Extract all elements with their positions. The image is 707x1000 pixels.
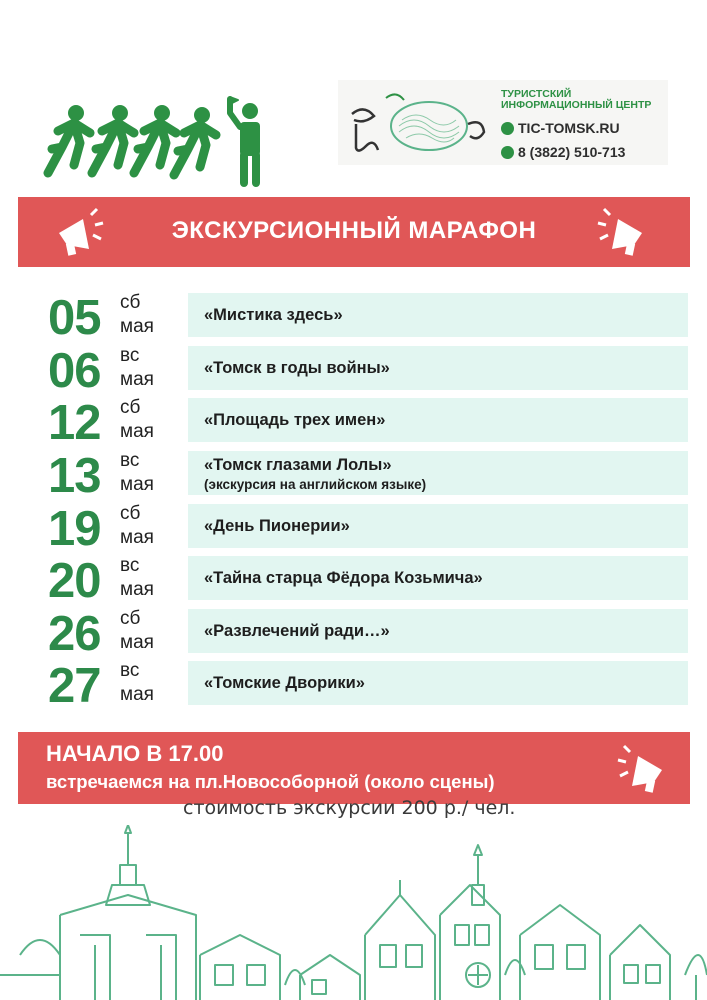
- website-link[interactable]: TIC-TOMSK.RU: [501, 120, 620, 136]
- weekday: сб: [120, 292, 141, 313]
- excursion-cell: [188, 451, 688, 495]
- schedule-row: [48, 451, 688, 501]
- guide-icon: [230, 97, 260, 183]
- weekday: сб: [120, 397, 141, 418]
- excursion-title: «Мистика здесь»: [204, 306, 343, 324]
- excursion-title: «Томск в годы войны»: [204, 359, 390, 377]
- excursion-cell: [188, 504, 688, 548]
- date-day: 20: [48, 554, 101, 608]
- start-time: НАЧАЛО В 17.00: [46, 741, 224, 766]
- month: мая: [120, 316, 154, 337]
- excursion-cell: [188, 609, 688, 653]
- excursion-cell: [188, 556, 688, 600]
- date-day: 06: [48, 344, 101, 398]
- month: мая: [120, 474, 154, 495]
- date-day: 12: [48, 396, 101, 450]
- excursion-title: «Томск глазами Лолы»: [204, 456, 392, 474]
- excursion-title: «Развлечений ради…»: [204, 622, 390, 640]
- weekday: вс: [120, 450, 140, 471]
- excursion-cost: стоимость экскурсии 200 р./ чел.: [183, 797, 516, 819]
- runner-icon: [92, 105, 134, 173]
- schedule-row: [48, 504, 688, 554]
- excursion-title: «Тайна старца Фёдора Козьмича»: [204, 569, 483, 587]
- month: мая: [120, 684, 154, 705]
- weekday: сб: [120, 503, 141, 524]
- runners-illustration: [40, 95, 280, 190]
- date-day: 05: [48, 291, 101, 345]
- schedule-row: [48, 609, 688, 659]
- meeting-place: встречаемся на пл.Новособорной (около сцены): [46, 771, 495, 792]
- weekday: вс: [120, 660, 140, 681]
- runner-icon: [48, 105, 90, 173]
- meeting-banner: [18, 732, 690, 804]
- logo-title: ТУРИСТСКИЙ ИНФОРМАЦИОННЫЙ ЦЕНТР: [501, 88, 652, 111]
- excursion-cell: [188, 398, 688, 442]
- month: мая: [120, 632, 154, 653]
- schedule-row: [48, 661, 688, 711]
- emerald-city-logo-icon: [344, 84, 494, 162]
- month: мая: [120, 579, 154, 600]
- schedule-row: [48, 346, 688, 396]
- excursion-cell: [188, 661, 688, 705]
- schedule-row: [48, 293, 688, 343]
- megaphone-icon: [588, 205, 648, 261]
- month: мая: [120, 369, 154, 390]
- runner-icon: [134, 105, 176, 173]
- date-day: 26: [48, 607, 101, 661]
- excursion-cell: [188, 346, 688, 390]
- tourist-center-logo: [338, 80, 668, 165]
- schedule-row: [48, 398, 688, 448]
- phone-icon: [501, 146, 514, 159]
- marathon-banner: [18, 197, 690, 267]
- excursion-subtitle: (экскурсия на английском языке): [204, 477, 427, 492]
- marathon-title: ЭКСКУРСИОННЫЙ МАРАФОН: [171, 217, 537, 244]
- weekday: вс: [120, 345, 140, 366]
- runner-icon: [174, 107, 216, 175]
- megaphone-icon: [608, 742, 668, 798]
- excursion-title: «Томские Дворики»: [204, 674, 365, 692]
- excursion-cell: [188, 293, 688, 337]
- globe-icon: [501, 122, 514, 135]
- excursion-title: «Площадь трех имен»: [204, 411, 386, 429]
- month: мая: [120, 421, 154, 442]
- date-day: 13: [48, 449, 101, 503]
- city-skyline-illustration: [0, 825, 707, 1000]
- weekday: сб: [120, 608, 141, 629]
- weekday: вс: [120, 555, 140, 576]
- phone-number[interactable]: 8 (3822) 510-713: [501, 144, 625, 160]
- excursion-title: «День Пионерии»: [204, 517, 350, 535]
- schedule-row: [48, 556, 688, 606]
- date-day: 27: [48, 659, 101, 713]
- month: мая: [120, 527, 154, 548]
- date-day: 19: [48, 502, 101, 556]
